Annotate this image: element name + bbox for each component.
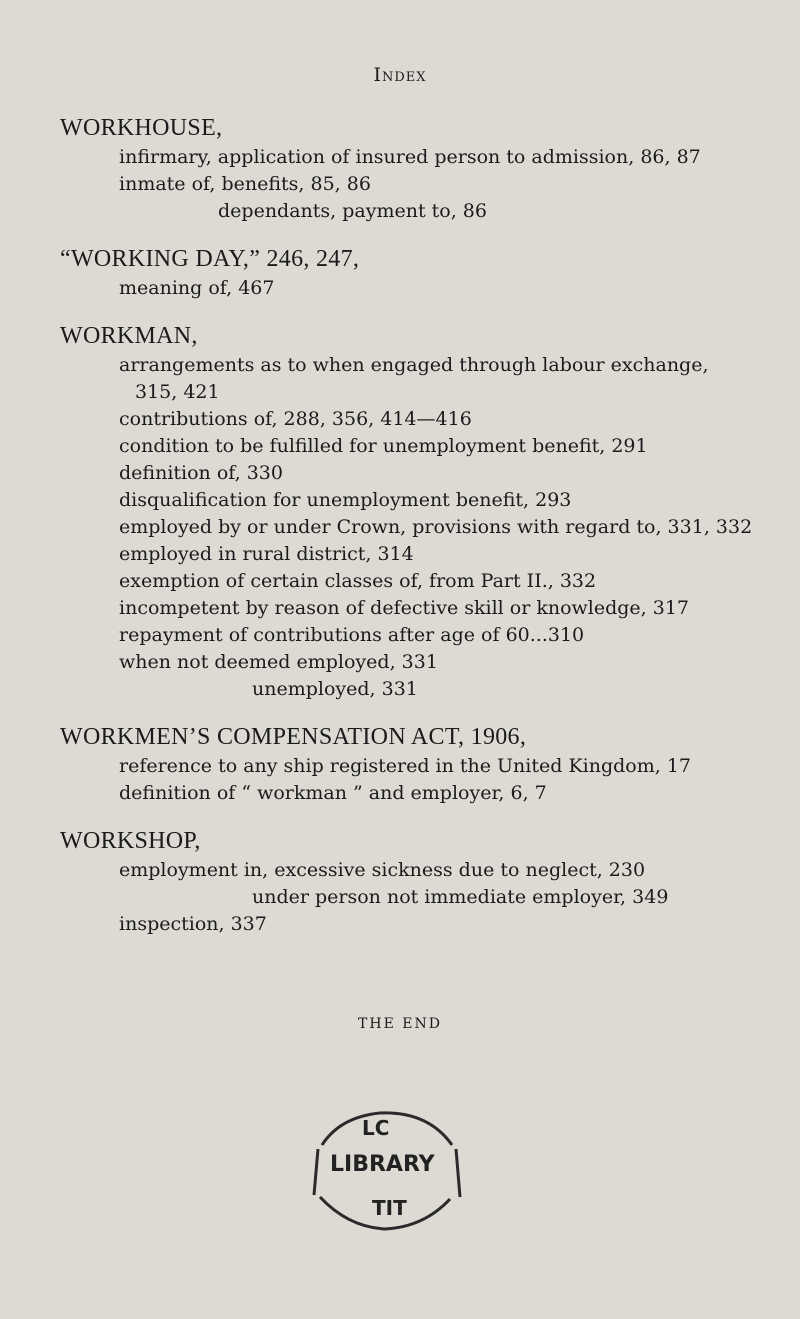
entry-line: contributions of, 288, 356, 414—416 bbox=[119, 408, 472, 430]
entry-line: unemployed, 331 bbox=[252, 678, 418, 700]
entry-line: inspection, 337 bbox=[119, 913, 267, 935]
entry-line: repayment of contributions after age of 60...310 bbox=[119, 624, 585, 646]
stamp-library-text: LIBRARY bbox=[330, 1152, 435, 1177]
library-stamp bbox=[300, 1103, 470, 1233]
entry-line: condition to be fulfilled for unemployment benefit, 291 bbox=[119, 435, 648, 457]
library-stamp-icon bbox=[300, 1103, 470, 1233]
index-entry-workman bbox=[60, 320, 785, 703]
stamp-bottom-letters: TIT bbox=[372, 1196, 407, 1220]
index-body bbox=[60, 112, 785, 956]
entry-line: infirmary, application of insured person to admission, 86, 87 bbox=[119, 146, 701, 168]
entry-line: meaning of, 467 bbox=[119, 277, 275, 299]
entry-line: employed by or under Crown, provisions with regard to, 331, 332 bbox=[119, 516, 753, 538]
entry-line: definition of, 330 bbox=[119, 462, 283, 484]
entry-line: arrangements as to when engaged through labour exchange, bbox=[119, 354, 709, 376]
entry-line: inmate of, benefits, 85, 86 bbox=[119, 173, 371, 195]
entry-heading: WORKHOUSE, bbox=[60, 115, 223, 141]
entry-line: definition of “ workman ” and employer, 6, 7 bbox=[119, 782, 547, 804]
entry-line: when not deemed employed, 331 bbox=[119, 651, 438, 673]
entry-line: reference to any ship registered in the United Kingdom, 17 bbox=[119, 755, 691, 777]
entry-heading: WORKMEN’S COMPENSATION ACT, 1906, bbox=[60, 724, 527, 750]
entry-line: under person not immediate employer, 349 bbox=[252, 886, 669, 908]
entry-heading: WORKSHOP, bbox=[60, 828, 201, 854]
entry-line: employed in rural district, 314 bbox=[119, 543, 414, 565]
entry-line: exemption of certain classes of, from Part II., 332 bbox=[119, 570, 597, 592]
the-end-mark: THE END bbox=[358, 1016, 442, 1032]
index-entry-working-day bbox=[60, 243, 785, 302]
entry-line: dependants, payment to, 86 bbox=[218, 200, 487, 222]
entry-heading: “WORKING DAY,” 246, 247, bbox=[60, 246, 360, 272]
entry-heading: WORKMAN, bbox=[60, 323, 198, 349]
entry-line: incompetent by reason of defective skill or knowledge, 317 bbox=[119, 597, 690, 619]
index-entry-workshop bbox=[60, 825, 785, 938]
page-header: Index bbox=[373, 64, 427, 86]
stamp-top-letters: LC bbox=[362, 1116, 390, 1140]
entry-line: employment in, excessive sickness due to neglect, 230 bbox=[119, 859, 646, 881]
entry-line: disqualification for unemployment benefit, 293 bbox=[119, 489, 572, 511]
index-entry-workhouse bbox=[60, 112, 785, 225]
entry-line: 315, 421 bbox=[135, 381, 220, 403]
index-entry-workmens-compensation-act bbox=[60, 721, 785, 807]
